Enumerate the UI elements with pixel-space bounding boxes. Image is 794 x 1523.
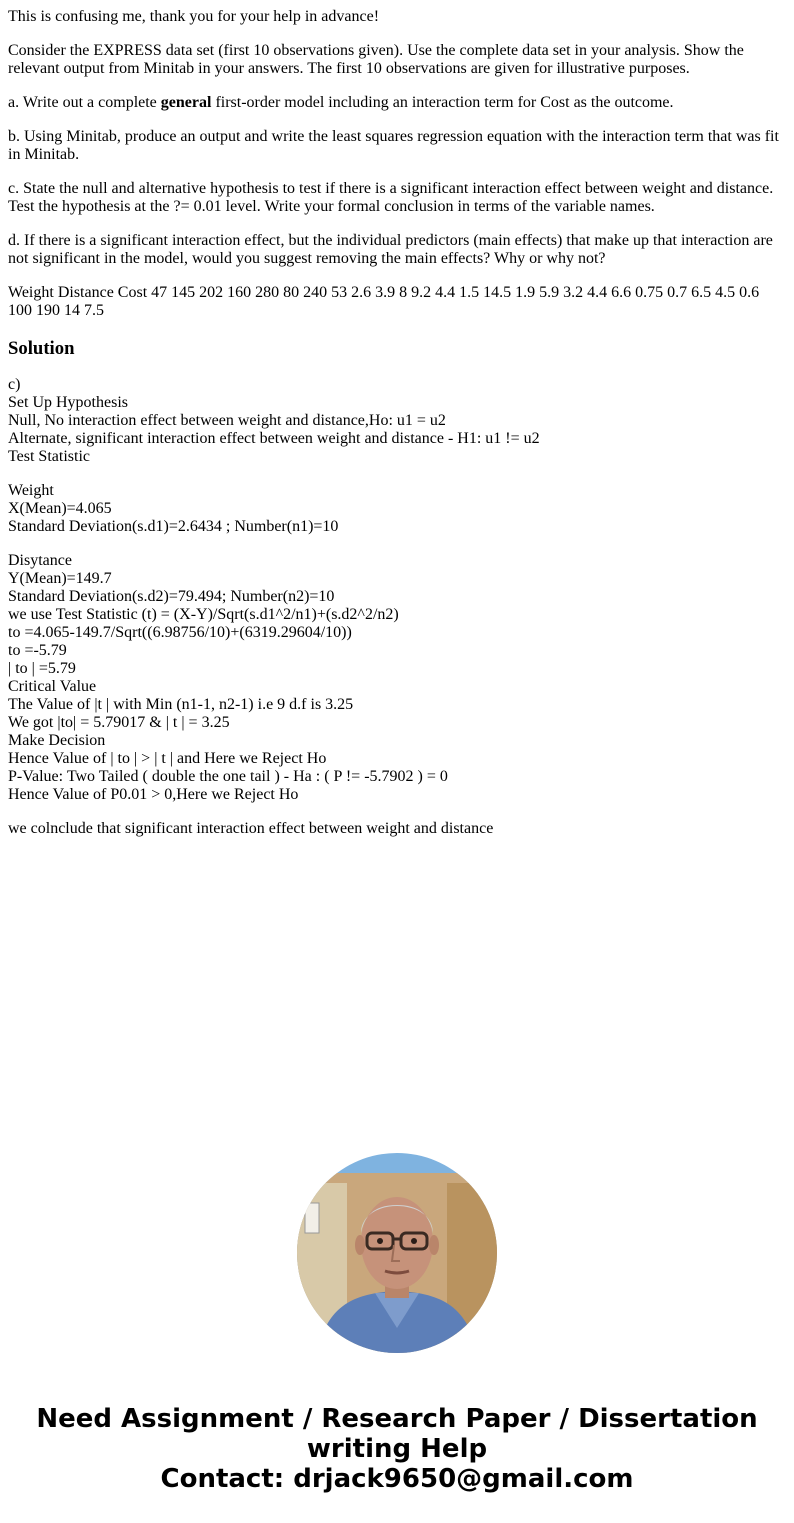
solution-line: to =4.065-149.7/Sqrt((6.98756/10)+(6319.29604/10)) xyxy=(8,624,352,641)
intro-text: This is confusing me, thank you for your help in advance! xyxy=(8,8,380,25)
solution-line: to =-5.79 xyxy=(8,642,67,659)
question-b: b. Using Minitab, produce an output and write the least squares regression equation with the interaction term that was fit in Minitab. xyxy=(8,128,779,163)
solution-heading: Solution xyxy=(8,338,75,359)
solution-line: Critical Value xyxy=(8,678,97,695)
solution-conclusion: we colnclude that significant interaction effect between weight and distance xyxy=(8,820,494,837)
solution-line: we use Test Statistic (t) = (X-Y)/Sqrt(s.d1^2/n1)+(s.d2^2/n2) xyxy=(8,606,399,623)
solution-line: Hence Value of P0.01 > 0,Here we Reject Ho xyxy=(8,786,299,803)
question-a xyxy=(8,94,786,112)
solution-line: X(Mean)=4.065 xyxy=(8,500,112,517)
solution-line: Null, No interaction effect between weight and distance,Ho: u1 = u2 xyxy=(8,412,446,429)
solution-line: We got |to| = 5.79017 & | t | = 3.25 xyxy=(8,714,230,731)
question-a-start: a. Write out a complete xyxy=(8,94,161,111)
solution-line: | to | =5.79 xyxy=(8,660,76,677)
banner-line-1: Need Assignment / Research Paper / Dissertation xyxy=(36,1404,758,1434)
data-listing: Weight Distance Cost 47 145 202 160 280 80 240 53 2.6 3.9 8 9.2 4.4 1.5 14.5 1.9 5.9 3.2 4.4 6.6 0.75 0.7 6.5 4.5 0.6 100 190 14 7.5 xyxy=(8,284,760,319)
banner-contact-line: Contact: drjack9650@gmail.com xyxy=(160,1464,634,1494)
solution-line: Standard Deviation(s.d2)=79.494; Number(n2)=10 xyxy=(8,588,335,605)
question-a-end: first-order model including an interaction term for Cost as the outcome. xyxy=(211,94,674,111)
contact-banner xyxy=(0,1404,794,1494)
question-d: d. If there is a significant interaction effect, but the individual predictors (main effects) that make up that interaction are not significant in the model, would you suggest removing the main effects? Why or why not? xyxy=(8,232,773,267)
solution-block-weight xyxy=(8,482,786,536)
solution-line: Hence Value of | to | > | t | and Here we Reject Ho xyxy=(8,750,327,767)
solution-line: Disytance xyxy=(8,552,72,569)
document-body xyxy=(8,8,786,854)
solution-line: Standard Deviation(s.d1)=2.6434 ; Number(n1)=10 xyxy=(8,518,339,535)
solution-line: Set Up Hypothesis xyxy=(8,394,128,411)
solution-line: c) xyxy=(8,376,21,393)
solution-line: Test Statistic xyxy=(8,448,90,465)
solution-line: Alternate, significant interaction effect between weight and distance - H1: u1 != u2 xyxy=(8,430,540,447)
solution-line: Make Decision xyxy=(8,732,106,749)
solution-line: Y(Mean)=149.7 xyxy=(8,570,112,587)
portrait-illustration xyxy=(297,1153,497,1353)
banner-line-2: writing Help xyxy=(306,1434,488,1464)
solution-line: The Value of |t | with Min (n1-1, n2-1) i.e 9 d.f is 3.25 xyxy=(8,696,354,713)
question-c: c. State the null and alternative hypothesis to test if there is a significant interaction effect between weight and distance. Test the hypothesis at the ?= 0.01 level. Write your formal conclusion in terms of the variable names. xyxy=(8,180,774,215)
question-a-emphasis: general xyxy=(160,94,212,111)
solution-line: Weight xyxy=(8,482,54,499)
solution-block-distance xyxy=(8,552,786,804)
author-photo xyxy=(297,1153,497,1353)
question-context: Consider the EXPRESS data set (first 10 observations given). Use the complete data set in your analysis. Show the relevant output from Minitab in your answers. The first 10 observations are given for illustrative purposes. xyxy=(8,42,744,77)
solution-block-hypothesis xyxy=(8,376,786,466)
solution-line: P-Value: Two Tailed ( double the one tail ) - Ha : ( P != -5.7902 ) = 0 xyxy=(8,768,448,785)
